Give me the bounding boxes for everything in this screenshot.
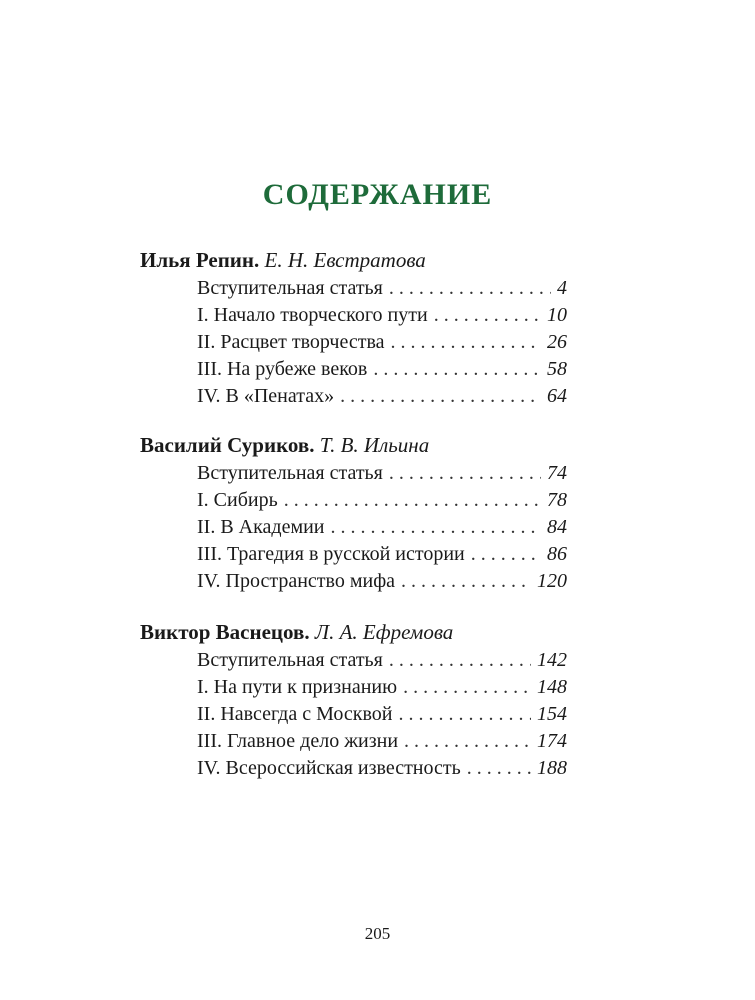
artist-name: Василий Суриков. (140, 433, 315, 457)
toc-entry (197, 383, 567, 410)
dot-leader (340, 383, 541, 410)
entry-page-number: 84 (547, 516, 567, 538)
toc-entry (197, 755, 567, 782)
entry-page-number: 4 (557, 277, 567, 299)
entry-page-number: 74 (547, 462, 567, 484)
dot-leader (284, 487, 541, 514)
entry-title: III. На рубеже веков (197, 358, 368, 380)
dot-leader (403, 674, 531, 701)
dot-leader (399, 701, 532, 728)
dot-leader (389, 647, 531, 674)
entry-page-number: 120 (537, 570, 567, 592)
entry-page-number: 58 (547, 358, 567, 380)
toc-entry (197, 356, 567, 383)
author-name: Е. Н. Евстратова (264, 248, 426, 272)
entry-page-number: 86 (547, 543, 567, 565)
toc-section-surikov (140, 430, 570, 595)
entry-title: IV. В «Пенатах» (197, 385, 335, 407)
author-name: Т. В. Ильина (319, 433, 430, 457)
dot-leader (401, 568, 531, 595)
page-title: СОДЕРЖАНИЕ (262, 178, 493, 211)
entry-title: Вступительная статья (197, 277, 383, 299)
entry-page-number: 148 (537, 676, 567, 698)
entry-title: III. Трагедия в русской истории (197, 543, 465, 565)
toc-entry (197, 541, 567, 568)
entry-page-number: 188 (537, 757, 567, 779)
entry-title: Вступительная статья (197, 649, 383, 671)
section-heading (140, 430, 570, 460)
entry-title: II. В Академии (197, 516, 325, 538)
toc-entry (197, 487, 567, 514)
toc-entry (197, 302, 567, 329)
entry-title: I. Сибирь (197, 489, 278, 511)
entry-title: I. На пути к признанию (197, 676, 398, 698)
entry-title: IV. Пространство мифа (197, 570, 396, 592)
toc-entry (197, 460, 567, 487)
section-heading (140, 617, 570, 647)
dot-leader (434, 302, 541, 329)
author-name: Л. А. Ефремова (314, 620, 454, 644)
dot-leader (467, 755, 531, 782)
toc-section-vasnetsov (140, 617, 570, 782)
entry-page-number: 174 (537, 730, 567, 752)
page-number: 205 (364, 924, 391, 943)
dot-leader (404, 728, 531, 755)
dot-leader (389, 275, 551, 302)
dot-leader (391, 329, 542, 356)
entry-page-number: 154 (537, 703, 567, 725)
toc-entry (197, 568, 567, 595)
dot-leader (471, 541, 541, 568)
dot-leader (331, 514, 541, 541)
entry-title: Вступительная статья (197, 462, 383, 484)
entry-title: II. Расцвет творчества (197, 331, 385, 353)
toc-entry (197, 275, 567, 302)
toc-entry (197, 674, 567, 701)
entry-title: III. Главное дело жизни (197, 730, 399, 752)
entry-page-number: 78 (547, 489, 567, 511)
toc-entry (197, 728, 567, 755)
toc-entry (197, 647, 567, 674)
dot-leader (373, 356, 541, 383)
section-heading (140, 245, 570, 275)
entry-title: IV. Всероссийская известность (197, 757, 461, 779)
toc-section-repin (140, 245, 570, 410)
toc-entry (197, 514, 567, 541)
toc-entry (197, 329, 567, 356)
entry-page-number: 26 (547, 331, 567, 353)
entry-page-number: 142 (537, 649, 567, 671)
artist-name: Виктор Васнецов. (140, 620, 310, 644)
entry-title: I. Начало творческого пути (197, 304, 428, 326)
dot-leader (389, 460, 541, 487)
entry-title: II. Навсегда с Москвой (197, 703, 393, 725)
artist-name: Илья Репин. (140, 248, 260, 272)
toc-entry (197, 701, 567, 728)
entry-page-number: 10 (547, 304, 567, 326)
entry-page-number: 64 (547, 385, 567, 407)
